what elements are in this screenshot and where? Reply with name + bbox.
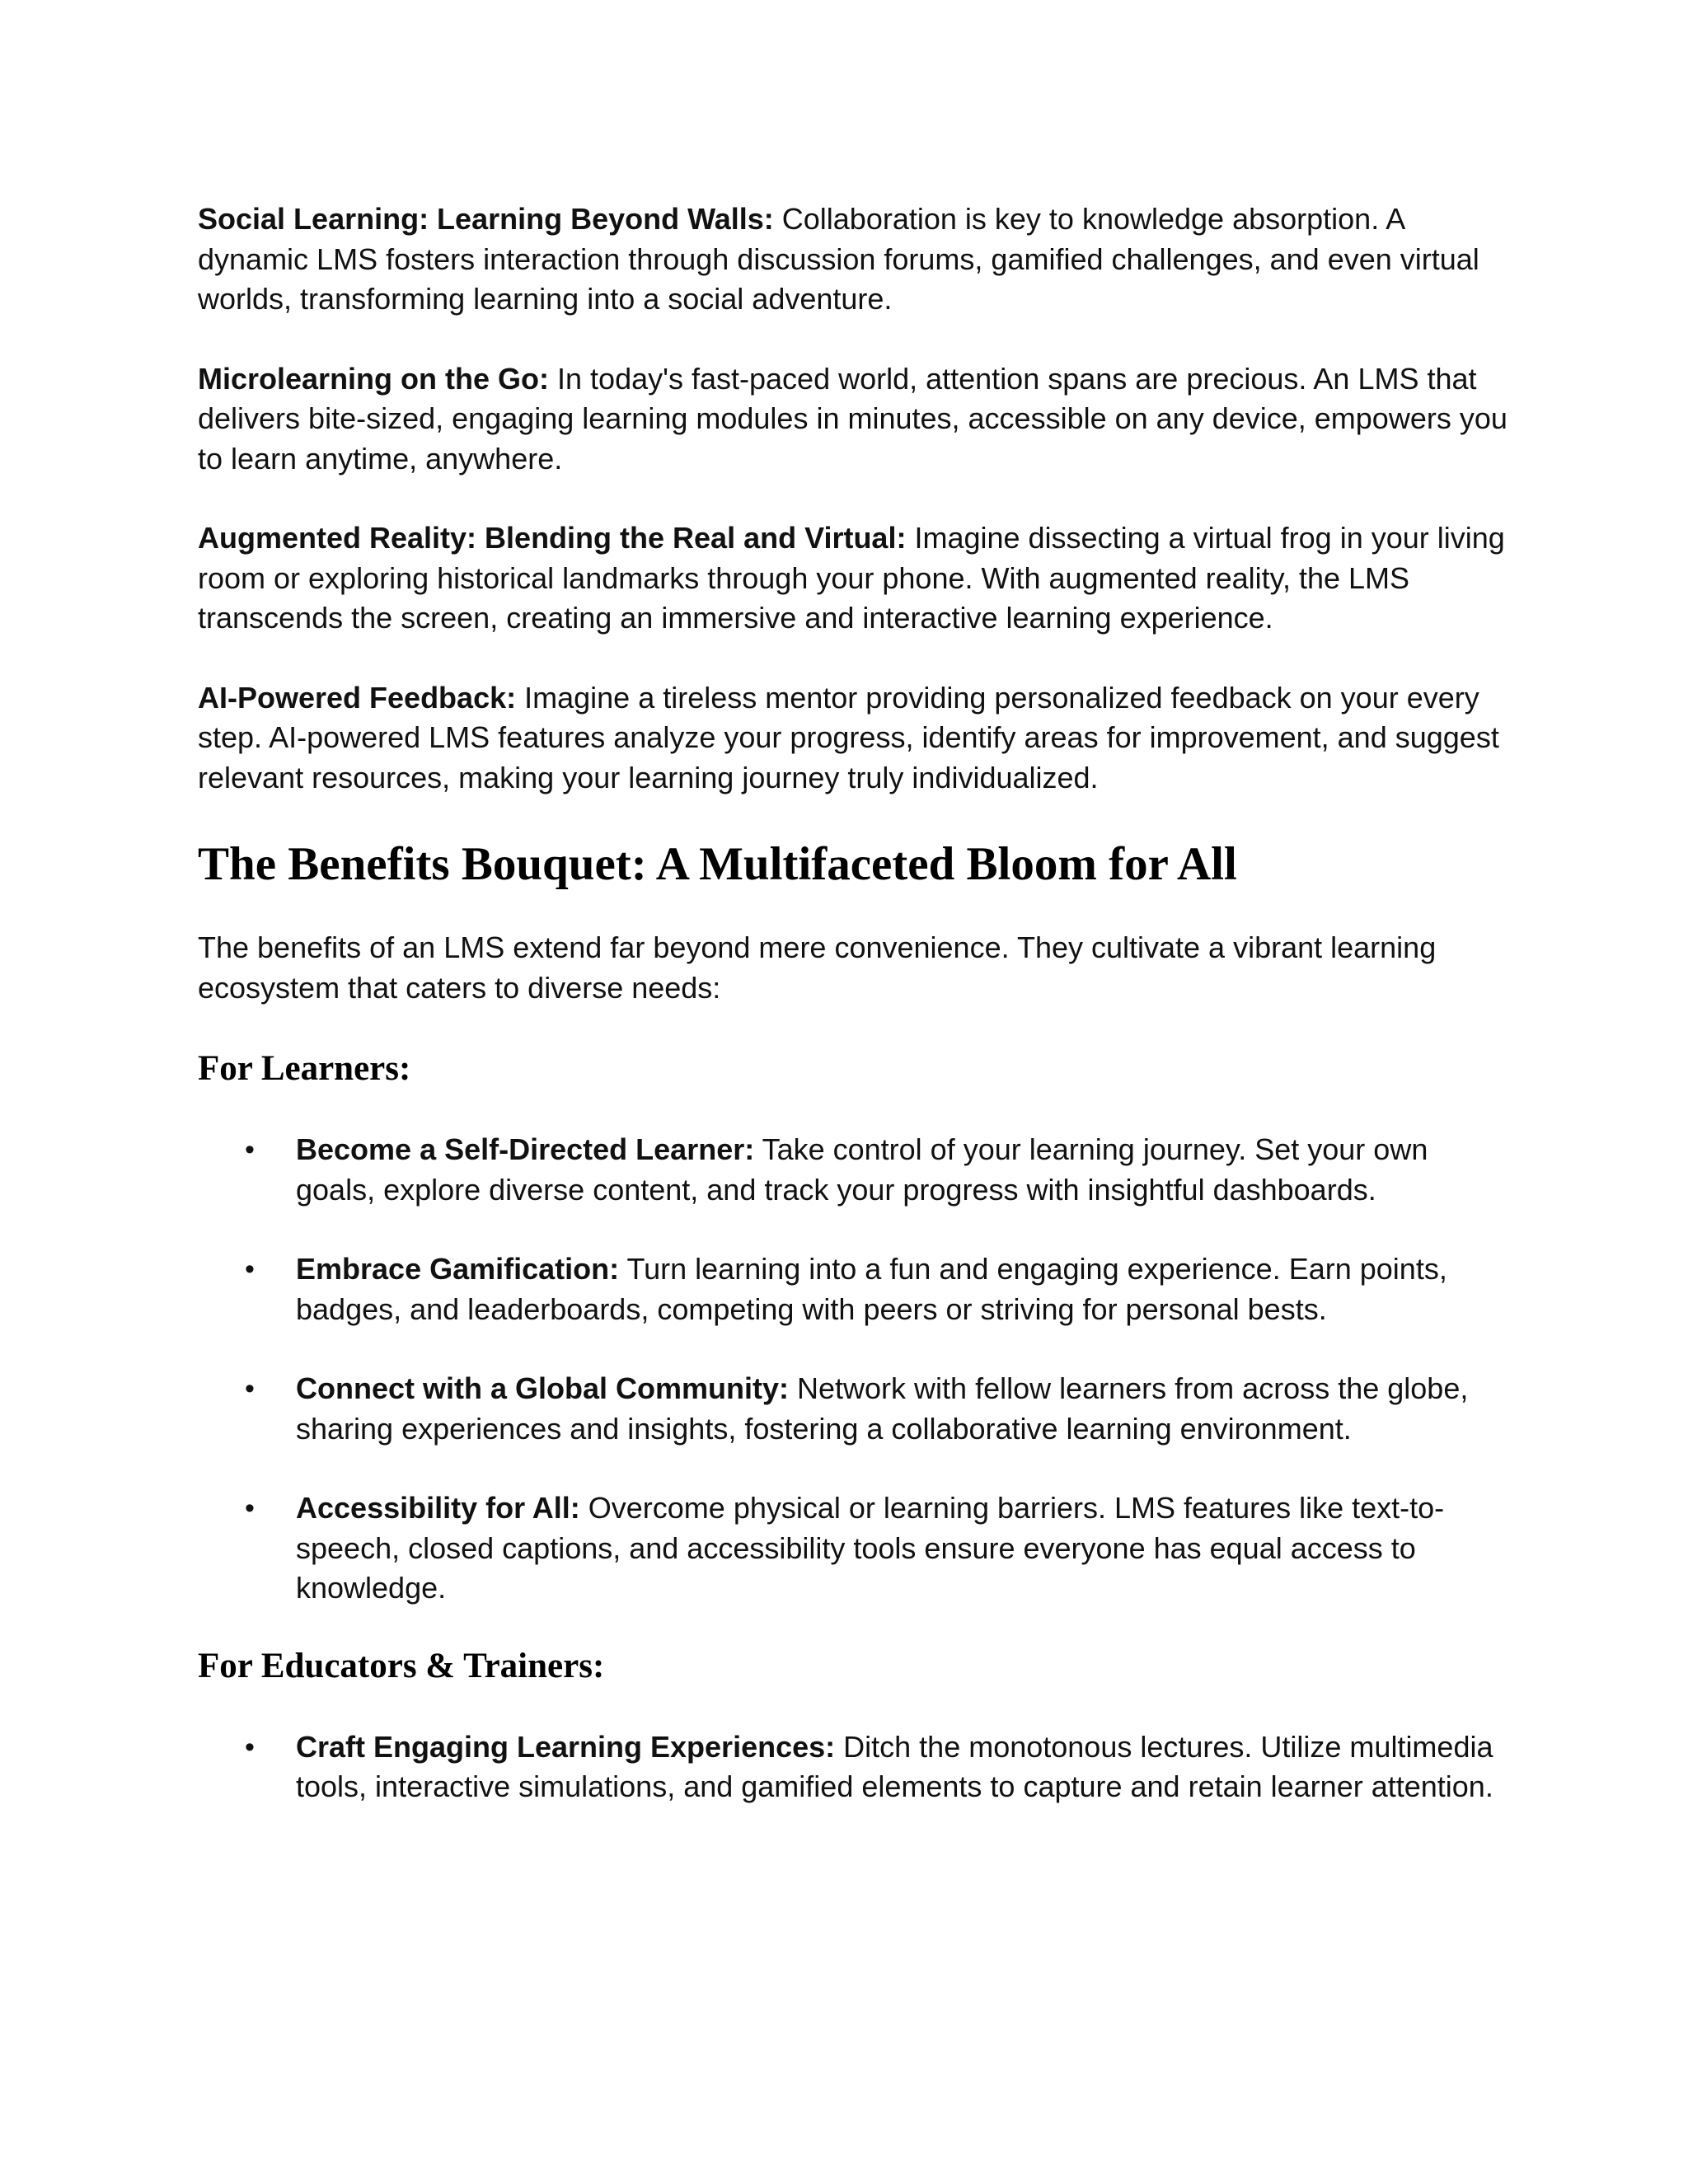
bullet-icon: • bbox=[245, 1134, 255, 1165]
paragraph-lead: AI-Powered Feedback: bbox=[198, 680, 517, 715]
bullet-icon: • bbox=[245, 1254, 255, 1285]
list-item-text: Turn learning into a fun and engaging experience. Earn points, badges, and leaderboards, competing with peers or striving for personal bests. bbox=[296, 1252, 1447, 1326]
paragraph-microlearning bbox=[198, 359, 1508, 480]
list-item-lead: Connect with a Global Community: bbox=[296, 1371, 790, 1405]
list-item-lead: Accessibility for All: bbox=[296, 1491, 580, 1525]
list-item-text: Take control of your learning journey. Set your own goals, explore diverse content, and track your progress with insightful dashboards. bbox=[296, 1132, 1428, 1207]
list-item-lead: Become a Self-Directed Learner: bbox=[296, 1132, 755, 1166]
bullet-icon: • bbox=[245, 1731, 255, 1763]
subsection-title-educators: For Educators & Trainers: bbox=[198, 1646, 605, 1685]
paragraph-text: Imagine dissecting a virtual frog in your living room or exploring historical landmarks through your phone. With augmented reality, the LMS transcends the screen, creating an immersive and interactive learning experience. bbox=[198, 521, 1505, 635]
list-item-text: Network with fellow learners from across the globe, sharing experiences and insights, fostering a collaborative learning environment. bbox=[296, 1371, 1469, 1446]
section-title: The Benefits Bouquet: A Multifaceted Bloom for All bbox=[198, 838, 1237, 890]
section-intro: The benefits of an LMS extend far beyond mere convenience. They cultivate a vibrant learning ecosystem that caters to diverse needs: bbox=[198, 930, 1437, 1005]
list-item bbox=[198, 1130, 1508, 1210]
list-item bbox=[198, 1727, 1508, 1807]
paragraph-lead: Microlearning on the Go: bbox=[198, 361, 550, 396]
list-item-lead: Craft Engaging Learning Experiences: bbox=[296, 1729, 836, 1764]
paragraph-lead: Social Learning: Learning Beyond Walls: bbox=[198, 202, 774, 236]
paragraph-social-learning bbox=[198, 199, 1508, 320]
learners-list bbox=[198, 1130, 1508, 1609]
paragraph-augmented-reality bbox=[198, 518, 1508, 639]
bullet-icon: • bbox=[245, 1493, 255, 1524]
list-item bbox=[198, 1488, 1508, 1609]
paragraph-ai-feedback bbox=[198, 678, 1508, 799]
list-item bbox=[198, 1249, 1508, 1329]
list-item-text: Overcome physical or learning barriers. LMS features like text-to-speech, closed captions, and accessibility tools ensure everyone has equal access to knowledge. bbox=[296, 1491, 1445, 1605]
educators-list bbox=[198, 1727, 1508, 1807]
document-content bbox=[198, 199, 1508, 1844]
list-item-text: Ditch the monotonous lectures. Utilize multimedia tools, interactive simulations, and gamified elements to capture and retain learner attention. bbox=[296, 1729, 1493, 1803]
list-item bbox=[198, 1369, 1508, 1449]
paragraph-text: Collaboration is key to knowledge absorption. A dynamic LMS fosters interaction through discussion forums, gamified challenges, and even virtual worlds, transforming learning into a social adventure. bbox=[198, 202, 1479, 316]
list-item-lead: Embrace Gamification: bbox=[296, 1252, 620, 1286]
paragraph-text: Imagine a tireless mentor providing personalized feedback on your every step. AI-powered LMS features analyze your progress, identify areas for improvement, and suggest relevant resources, making your learning journey truly individualized. bbox=[198, 680, 1499, 794]
subsection-title-learners: For Learners: bbox=[198, 1049, 411, 1088]
paragraph-text: In today's fast-paced world, attention spans are precious. An LMS that delivers bite-sized, engaging learning modules in minutes, accessible on any device, empowers you to learn anytime, anywhere. bbox=[198, 361, 1507, 476]
paragraph-lead: Augmented Reality: Blending the Real and Virtual: bbox=[198, 521, 907, 555]
bullet-icon: • bbox=[245, 1373, 255, 1404]
